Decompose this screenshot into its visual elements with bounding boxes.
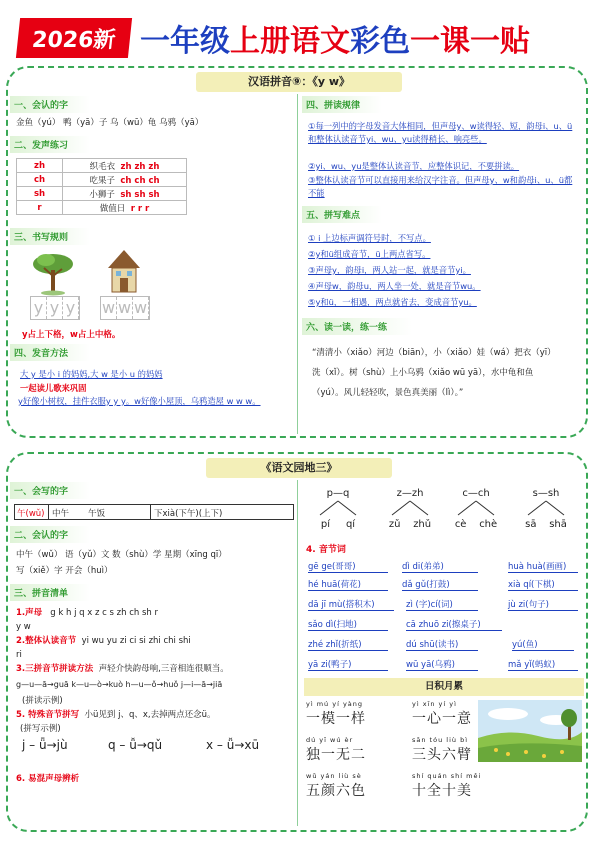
word-item: dú shū(读书): [406, 638, 478, 651]
word-item: wū yā(乌鸦): [406, 658, 478, 671]
rule-1: ①每一列中的字母发音大体相同，但声母y、w读得轻、短，韵母i、u、ü和整体认读音节yi、wu、yu读得稍长、响亮些。: [308, 121, 573, 144]
title-badge: 2026新: [16, 18, 132, 58]
initials-line-2: y w: [16, 622, 31, 632]
word-item: yā zi(鸭子): [308, 658, 388, 671]
section-spelling-rules: 四、拼读规律: [302, 96, 382, 113]
difficulty-5: ⑤y和ü，一相遇，两点就省去，变成音节yu。: [308, 297, 477, 307]
whole-syllables-line: 2.整体认读音节 yi wu yu zi ci si zhi chi shi: [16, 636, 191, 646]
spelling-example-2: q – ǚ→qǔ: [108, 738, 163, 752]
page-title: 一年级上册语文彩色一课一贴: [140, 24, 530, 59]
section-pronunciation-method: 四、发音方法: [10, 344, 90, 361]
recognize-line-1: 中午（wǔ） 语（yǔ）文 数（shù）学 星期（xīng qī）: [16, 550, 227, 560]
write-chars-box: 午(wǔ) 中午 午饭 下xià(下午)(上下): [14, 504, 294, 520]
section-read-practice: 六、读一读，练一练: [302, 318, 412, 335]
confusing-initials-label: 6. 易混声母辨析: [16, 774, 80, 784]
word-item: yú(鱼): [512, 638, 574, 651]
word-item: sǎo dì(扫地): [308, 618, 388, 631]
section-spelling-difficulties: 五、拼写难点: [302, 206, 382, 223]
house-icon: [106, 248, 142, 294]
idiom-item: sān tóu liù bì 三头六臂: [412, 736, 472, 763]
difficulty-1: ① i 上边标声调符号时，不写点。: [308, 233, 431, 243]
method-line-2: 一起读儿歌来巩固: [20, 383, 87, 393]
difficulty-4: ④声母w，韵母u，两人坐一处，就是音节wu。: [308, 281, 481, 291]
triple-syllable-example: g—u—ā→guā k—u—ò→kuò h—u—ǒ→huǒ j—i—ā→jiā: [16, 680, 223, 689]
writing-rule-note: y占上下格，w占上中格。: [22, 330, 121, 340]
garden-header: 《语文园地三》: [206, 458, 392, 478]
word-item: zì (字)cí(词): [406, 598, 478, 611]
whole-syllables-line-2: ri: [16, 650, 22, 660]
tree-icon: [30, 250, 76, 296]
word-item: dā jī mù(搭积木): [308, 598, 394, 611]
poem-line-2: 洗（xǐ）。树（shù）上小乌鸦（xiǎo wū yā），水中龟和鱼: [312, 368, 534, 378]
section-pinyin-list: 三、拼音清单: [10, 584, 90, 601]
pair-zzh: z—zh zǔ zhǔ: [388, 488, 432, 530]
rule-3: ③整体认读音节可以直接用来给汉字注音。但声母y、w和韵母i、u、ü都不能: [308, 175, 573, 198]
word-item: dì di(弟弟): [402, 560, 478, 573]
difficulty-2: ②y和ü组成音节，ü上两点省写。: [308, 249, 431, 259]
idioms-title-bar: 日积月累: [304, 678, 584, 696]
reading-example-label: (拼读示例): [22, 696, 63, 706]
pair-cch: c—ch cè chè: [454, 488, 498, 530]
poem-line-3: （yú）。风儿轻轻吹，景色真美丽（lì）。”: [312, 388, 464, 398]
table-row: r 做值日 r r r: [17, 201, 187, 215]
bottom-divider: [297, 480, 298, 826]
word-item: zhé zhǐ(折纸): [308, 638, 388, 651]
word-item: gē ge(哥哥): [308, 560, 388, 573]
word-item: dǎ gǔ(打鼓): [402, 578, 478, 591]
section-syllable-words: 4. 音节词: [306, 545, 346, 555]
section-recognize-chars-2: 二、会认的字: [10, 526, 90, 543]
word-item: xià qí(下棋): [508, 578, 578, 591]
word-item: cā zhuō zi(擦桌子): [406, 618, 502, 631]
word-item: mǎ yǐ(蚂蚁): [508, 658, 578, 671]
idiom-item: yì mú yí yàng 一模一样: [306, 700, 366, 727]
pronunciation-table: [16, 158, 187, 215]
pair-ssh: s—sh sā shā: [525, 488, 567, 530]
initials-line: 1.声母 g k h j q x z c s zh ch sh r: [16, 608, 158, 618]
special-spelling-line: 5. 特殊音节拼写 小ü见到 j、q、x,去掉两点还念ü。: [16, 710, 216, 720]
pair-pq: p—q pí qí: [320, 488, 356, 530]
table-row: ch 吃果子 ch ch ch: [17, 173, 187, 187]
recognize-line-2: 写（xiě）字 开会（huì）: [16, 566, 113, 576]
word-item: huà huà(画画): [508, 560, 578, 573]
spelling-example-1: j – ǖ→jù: [22, 738, 68, 752]
idiom-item: yì xīn yí yì 一心一意: [412, 700, 472, 727]
section-pronunciation-practice: 二、发声练习: [10, 136, 90, 153]
idiom-item: dú yī wú èr 独一无二: [306, 736, 366, 763]
method-line-3: y好像小树杈，挂件衣服y y y。w好像小屋顶，乌鸦造屋 w w w。: [18, 396, 261, 406]
spelling-example-3: x – ǚ→xū: [206, 738, 260, 752]
poem-line-1: “清清小（xiǎo）河边（biān），小（xiǎo）娃（wá）把衣（yī）: [312, 348, 556, 358]
section-write-chars: 一、会写的字: [10, 482, 90, 499]
word-item: hé huā(荷花): [308, 578, 388, 591]
triple-syllable-method: 3.三拼音节拼读方法 声轻介快韵母响,三音相连很顺当。: [16, 664, 229, 674]
word-item: jù zi(句子): [508, 598, 578, 611]
section-recognize-chars: 一、会认的字: [10, 96, 90, 113]
writing-grid-y: y y y: [30, 296, 80, 320]
table-row: sh 小狮子 sh sh sh: [17, 187, 187, 201]
writing-grid-w: w w w: [100, 296, 150, 320]
landscape-image: [478, 700, 582, 762]
top-divider: [297, 94, 298, 434]
spelling-example-label: (拼写示例): [20, 724, 61, 734]
recognize-chars-line: 金鱼（yú） 鸭（yā）子 乌（wū）龟 乌鸦（yā）: [16, 118, 204, 128]
rule-2: ②yi、wu、yu是整体认读音节，应整体识记，不要拼读。: [308, 161, 520, 171]
section-writing-rules: 三、书写规则: [10, 228, 90, 245]
method-line-1: 大 y 是小 i 的妈妈,大 w 是小 u 的妈妈: [20, 369, 163, 379]
idiom-item: shí quán shí měi 十全十美: [412, 772, 482, 799]
lesson-header: 汉语拼音⑨：《y w》: [196, 72, 402, 92]
difficulty-3: ③声母y，韵母i，两人站一起，就是音节yi。: [308, 265, 471, 275]
idiom-item: wǔ yán liù sè 五颜六色: [306, 772, 366, 799]
table-row: zh 织毛衣 zh zh zh: [17, 159, 187, 173]
